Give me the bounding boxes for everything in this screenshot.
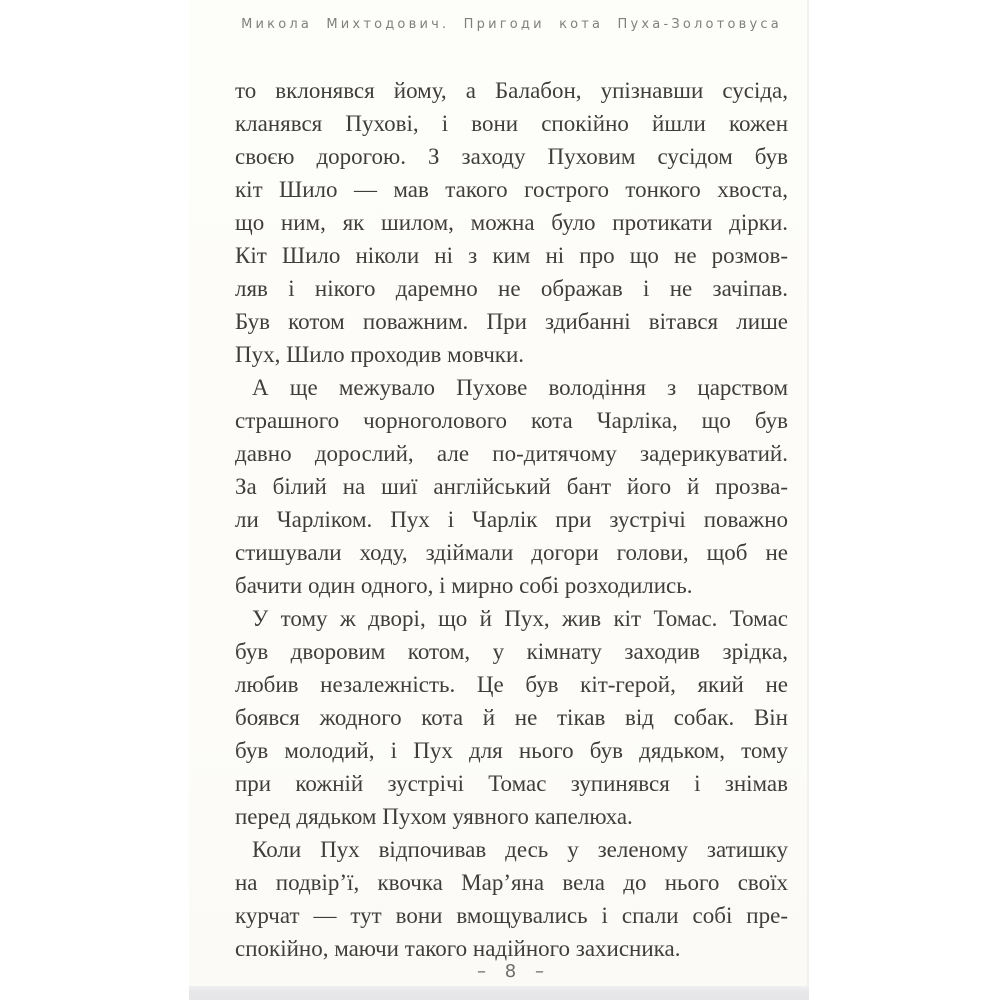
text-line: був молодий, і Пух для нього був дядьком, тому xyxy=(235,738,788,763)
text-line: страшного чорноголового кота Чарліка, що був xyxy=(235,408,788,433)
running-header: Микола Михтодович. Пригоди кота Пуха-Золотовуса xyxy=(241,17,782,32)
text-line: Кіт Шило ніколи ні з ким ні про що не розмов- xyxy=(235,243,788,268)
text-line: що ним, як шилом, можна було протикати дірки. xyxy=(235,210,788,235)
page-bottom-edge xyxy=(189,986,809,1000)
text-line: любив незалежність. Це був кіт-герой, який не xyxy=(235,672,788,697)
text-line: боявся жодного кота й не тікав від собак. Він xyxy=(235,705,788,730)
text-line: перед дядьком Пухом уявного капелюха. xyxy=(235,804,633,829)
text-line: Пух, Шило проходив мовчки. xyxy=(235,342,525,367)
paragraph xyxy=(235,602,788,833)
text-line: Коли Пух відпочивав десь у зеленому затишку xyxy=(252,837,788,862)
text-column xyxy=(235,74,788,965)
text-line: За білий на шиї англійський бант його й прозва- xyxy=(235,474,788,499)
text-line: кланявся Пухові, і вони спокійно йшли кожен xyxy=(235,111,788,136)
text-line: на подвір’ї, квочка Мар’яна вела до нього своїх xyxy=(235,870,788,895)
text-line: бачити один одного, і мирно собі розходились. xyxy=(235,573,693,598)
text-line: Був котом поважним. При здибанні вітався лише xyxy=(235,309,788,334)
text-line: стишували ходу, здіймали догори голови, щоб не xyxy=(235,540,788,565)
text-line: ли Чарліком. Пух і Чарлік при зустрічі поважно xyxy=(235,507,788,532)
paragraph xyxy=(235,74,788,371)
text-line: давно дорослий, але по-дитячому задерикуватий. xyxy=(235,441,788,466)
text-line: А ще межувало Пухове володіння з царством xyxy=(252,375,788,400)
text-line: то вклонявся йому, а Балабон, упізнавши сусіда, xyxy=(235,78,788,103)
page-number: – 8 – xyxy=(477,961,546,982)
paragraph xyxy=(235,371,788,602)
text-line: був дворовим котом, у кімнату заходив зрідка, xyxy=(235,639,788,664)
page-footer xyxy=(235,961,788,982)
text-line: кіт Шило — мав такого гострого тонкого хвоста, xyxy=(235,177,788,202)
text-line: ляв і нікого даремно не ображав і не зачіпав. xyxy=(235,276,788,301)
text-line: спокійно, маючи такого надійного захисника. xyxy=(235,936,681,961)
text-line: курчат — тут вони вмощувались і спали собі пре- xyxy=(235,903,788,928)
book-page-scan xyxy=(189,0,809,986)
text-line: своєю дорогою. З заходу Пуховим сусідом був xyxy=(235,144,788,169)
paragraph xyxy=(235,833,788,965)
text-line: при кожній зустрічі Томас зупинявся і знімав xyxy=(235,771,788,796)
text-line: У тому ж дворі, що й Пух, жив кіт Томас. Томас xyxy=(252,606,788,631)
